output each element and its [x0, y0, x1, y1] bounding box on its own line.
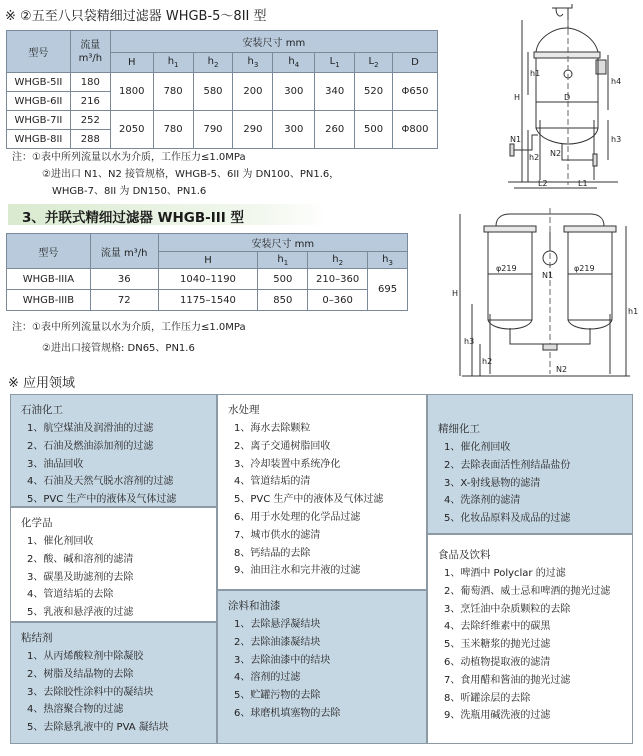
left-vessel-flange: [484, 226, 536, 232]
list-item: 2、去除表面活性剂结晶盐份: [444, 459, 571, 471]
label-h1: h1: [628, 307, 639, 316]
right-vessel: [568, 232, 612, 320]
list-item: 2、石油及燃油添加剂的过滤: [27, 440, 154, 452]
list-item: 2、酸、碱和溶剂的滤清: [27, 553, 134, 565]
list-item: 6、球磨机填塞物的去除: [234, 707, 341, 719]
panel-water-treatment: [217, 394, 427, 590]
section2-prefix: ※: [5, 9, 16, 24]
panel-title: 粘结剂: [21, 632, 53, 644]
table-row-model: WHGB-8II: [7, 130, 71, 149]
list-item: 1、航空煤油及润滑油的过滤: [27, 423, 154, 434]
davit-arm: [552, 4, 572, 28]
dim-cell: 520: [355, 73, 393, 111]
col-h4: $h_4$: [273, 53, 315, 73]
list-item: 2、树脂及结晶物的去除: [27, 668, 134, 680]
label-d-right: φ219: [574, 264, 595, 273]
dim-cell: 695: [368, 269, 408, 311]
list-item: 3、X-射线悬物的滤清: [444, 477, 541, 489]
dim-cell: 200: [233, 73, 273, 111]
panel-title: 食品及饮料: [438, 549, 491, 561]
col-h2: $h_2$: [308, 252, 368, 269]
applications-heading: [8, 372, 75, 391]
section2-note-2: ②进出口 N1、N2 接管规格，WHGB-5、6II 为 DN100、PN1.6，: [42, 169, 340, 180]
hook-icon: [556, 8, 563, 16]
outlet-flange: [593, 154, 597, 166]
col-header-model: 型号: [7, 31, 71, 73]
list-item: 1、去除悬浮凝结块: [234, 619, 321, 630]
list-item: 8、听罐涂层的去除: [444, 692, 531, 704]
list-item: 6、动植物提取液的滤清: [444, 656, 551, 668]
list-item: 5、贮罐污物的去除: [234, 690, 321, 702]
list-item: 1、海水去除颗粒: [234, 423, 311, 434]
table-row-model: WHGB-6II: [7, 92, 71, 111]
left-vessel: [488, 232, 532, 320]
dim-cell: Φ650: [393, 73, 438, 111]
section3-note-1: 注：①表中所列流量以水为介质，工作压力≤1.0MPa: [12, 322, 246, 333]
left-vessel-bottom: [488, 320, 532, 329]
table-row-flow: 180: [70, 73, 110, 92]
list-item: 2、离子交通树脂回收: [234, 440, 331, 452]
table-row-flow: 252: [70, 111, 110, 130]
label-H: H: [452, 289, 459, 298]
list-item: 4、热溶聚合物的过滤: [27, 704, 124, 716]
panel-adhesives: [10, 622, 217, 744]
applications-prefix: ※: [8, 376, 19, 391]
dim-cell: 780: [153, 73, 193, 111]
label-N1: N1: [542, 271, 554, 280]
list-item: 2、葡萄酒、威士忌和啤酒的抛光过滤: [444, 585, 611, 597]
dim-cell: 1800: [110, 73, 153, 111]
label-h1: h1: [530, 69, 541, 78]
panel-petrochemical: [10, 394, 217, 507]
vessel-dome: [536, 28, 598, 52]
outlet-pipe: [562, 144, 593, 160]
col-D: D: [393, 53, 438, 73]
col-h2: $h_2$: [193, 53, 233, 73]
label-L1: L1: [578, 179, 588, 188]
section3-table: [6, 233, 408, 311]
table-row-flow: 36: [90, 269, 158, 290]
panel-food-beverage: [427, 534, 633, 744]
dim-cell: 790: [193, 111, 233, 149]
section2-note-1: 注：①表中所列流量以水为介质，工作压力≤1.0MPa: [12, 152, 246, 163]
list-item: 1、催化剂回收: [444, 442, 511, 453]
label-L2: L2: [538, 179, 548, 188]
section2-note-3: WHGB-7、8II 为 DN150、PN1.6: [52, 186, 207, 197]
panel-title: 涂料和油漆: [228, 600, 281, 612]
col-header-dims: 安装尺寸 mm: [158, 234, 407, 252]
label-N1: N1: [510, 135, 522, 144]
list-item: 9、洗瓶用碱洗液的过滤: [444, 710, 551, 722]
col-h3: $h_3$: [368, 252, 408, 269]
list-item: 5、去除悬乳液中的 PVA 凝结块: [27, 722, 169, 734]
list-item: 3、烹饪油中杂质颗粒的去除: [444, 603, 571, 615]
list-item: 9、油田注水和完井液的过滤: [234, 565, 361, 577]
col-header-dims: 安装尺寸 mm: [110, 31, 437, 53]
list-item: 1、从丙烯酸粒剂中除凝胶: [27, 651, 144, 662]
label-h4: h4: [611, 77, 622, 86]
label-h2: h2: [482, 357, 493, 366]
panel-chemicals: [10, 507, 217, 622]
col-H: H: [110, 53, 153, 73]
section3-note-2: ②进出口接管规格: DN65、PN1.6: [42, 343, 195, 354]
list-item: 3、去除胶性涂料中的凝结块: [27, 686, 154, 698]
dim-cell: 580: [193, 73, 233, 111]
panel-title: 水处理: [228, 404, 260, 416]
dim-cell: 500: [355, 111, 393, 149]
label-h3: h3: [464, 337, 475, 346]
label-d-left: φ219: [496, 264, 517, 273]
label-H: H: [514, 93, 521, 102]
section2-heading: [5, 5, 267, 24]
label-N2: N2: [556, 365, 568, 374]
dim-cell: 340: [315, 73, 355, 111]
list-item: 5、PVC 生产中的液体及气体过滤: [234, 494, 384, 506]
table-row-model: WHGB-IIIA: [7, 269, 91, 290]
list-item: 5、化妆品原料及成品的过滤: [444, 513, 571, 525]
dim-cell: 210–360: [308, 269, 368, 290]
list-item: 4、管道结垢的去除: [27, 589, 114, 601]
vessel-bottom: [536, 128, 598, 144]
table-row-flow: 72: [90, 290, 158, 311]
drawing-bag-filter: [448, 0, 638, 195]
dim-cell: 1040–1190: [158, 269, 258, 290]
list-item: 7、食用醋和酱油的抛光过滤: [444, 674, 571, 686]
outlet-flange: [543, 344, 557, 350]
right-vessel-bottom: [568, 320, 612, 329]
table-row-model: WHGB-7II: [7, 111, 71, 130]
col-header-flow: 流量 m³/h: [70, 31, 110, 73]
dim-cell: Φ800: [393, 111, 438, 149]
col-header-model: 型号: [7, 234, 91, 269]
dim-cell: 0–360: [308, 290, 368, 311]
list-item: 5、玉米糖浆的抛光过滤: [444, 639, 551, 651]
right-vessel-flange: [564, 226, 616, 232]
col-h1: $h_1$: [153, 53, 193, 73]
list-item: 3、冷却装置中系统净化: [234, 458, 341, 470]
dim-cell: 500: [258, 269, 308, 290]
panel-title: 化学品: [21, 517, 53, 529]
dim-cell: 2050: [110, 111, 153, 149]
dim-cell: 300: [273, 73, 315, 111]
list-item: 5、PVC 生产中的液体及气体过滤: [27, 494, 177, 506]
list-item: 7、城市供水的滤清: [234, 529, 321, 541]
panel-title: 精细化工: [438, 423, 480, 435]
section3-title: 3、并联式精细过滤器 WHGB-III 型: [22, 210, 245, 226]
inlet-flange: [510, 144, 514, 156]
col-h1: $h_1$: [258, 252, 308, 269]
list-item: 2、去除油漆凝结块: [234, 636, 321, 648]
label-h3: h3: [611, 135, 622, 144]
dim-cell: 290: [233, 111, 273, 149]
panel-title: 石油化工: [21, 404, 63, 416]
label-h2: h2: [529, 153, 540, 162]
list-item: 3、碳墨及助滤剂的去除: [27, 571, 134, 583]
list-item: 4、洗涤剂的滤清: [444, 495, 521, 507]
dim-cell: 260: [315, 111, 355, 149]
list-item: 3、去除油漆中的结块: [234, 654, 331, 666]
table-row-model: WHGB-5II: [7, 73, 71, 92]
list-item: 4、管道结垢的清: [234, 476, 311, 488]
panel-fine-chemicals: [427, 394, 633, 534]
col-L1: $L_1$: [315, 53, 355, 73]
table-row-model: WHGB-IIIB: [7, 290, 91, 311]
list-item: 1、啤酒中 Polyclar 的过滤: [444, 568, 566, 579]
drawing-parallel-filter: [440, 204, 640, 384]
list-item: 5、乳液和悬浮液的过滤: [27, 607, 134, 619]
list-item: 1、催化剂回收: [27, 536, 94, 547]
dim-cell: 780: [153, 111, 193, 149]
list-item: 3、油品回收: [27, 458, 84, 470]
table-row-flow: 288: [70, 130, 110, 149]
dim-cell: 850: [258, 290, 308, 311]
list-item: 6、用于水处理的化学品过滤: [234, 511, 361, 523]
col-h3: $h_3$: [233, 53, 273, 73]
section2-table: [6, 30, 438, 149]
applications-title: 应用领域: [23, 376, 76, 391]
dim-cell: 300: [273, 111, 315, 149]
dim-cell: 1175–1540: [158, 290, 258, 311]
col-header-flow: 流量 m³/h: [90, 234, 158, 269]
label-D: D: [564, 93, 571, 102]
panel-paints: [217, 590, 427, 744]
col-H: H: [158, 252, 258, 269]
list-item: 4、去除纤维素中的碳黑: [444, 621, 551, 633]
section2-title: ②五至八只袋精细过滤器 WHGB-5～8II 型: [20, 9, 267, 24]
table-row-flow: 216: [70, 92, 110, 111]
list-item: 4、溶剂的过滤: [234, 672, 301, 684]
vessel-flange: [534, 52, 600, 58]
col-L2: $L_2$: [355, 53, 393, 73]
list-item: 8、钙结晶的去除: [234, 547, 311, 559]
list-item: 4、石油及天然气脱水溶剂的过滤: [27, 476, 174, 488]
label-N2: N2: [550, 149, 562, 158]
